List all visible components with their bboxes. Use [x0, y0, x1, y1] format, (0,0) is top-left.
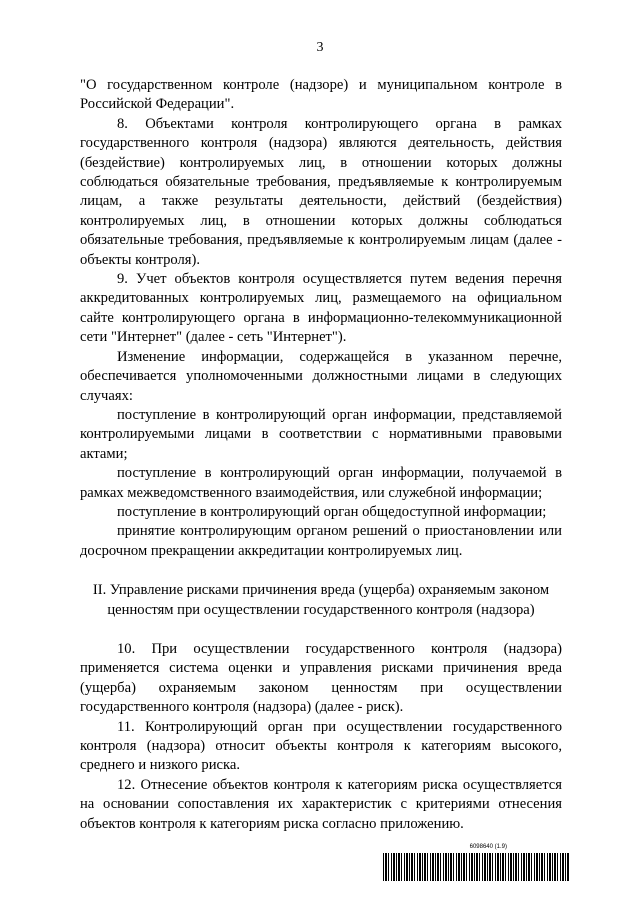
paragraph-10: 10. При осуществлении государственного контроля (надзора) применяется система оценки и управления рисками причинения вреда (ущерба) охраняемым законом ценностям при осуществлении государственного контроля (надзора) (далее - риск).: [80, 640, 562, 716]
page-number: 3: [316, 40, 324, 55]
paragraph-8: 8. Объектами контроля контролирующего органа в рамках государственного контроля (надзора) являются деятельность, действия (бездействие) контролируемых лиц, в отношении которых должны соблюдаться обязательные требования, предъявляемые к контролируемым лицам, а также результаты деятельности, действий (бездействия) контролируемых лиц, в отношении которых должны соблюдаться обязательные требования, предъявляемые к контролируемым лицам (далее - объекты контроля).: [80, 115, 562, 268]
barcode-icon: [383, 853, 569, 881]
paragraph-12: 12. Отнесение объектов контроля к категориям риска осуществляется на основании сопоставления их характеристик с критериями отнесения объектов контроля к категориям риска согласно приложению.: [80, 776, 562, 832]
barcode-number: 6098640 (1.9): [469, 844, 507, 850]
list-item-case-1: поступление в контролирующий орган информации, представляемой контролируемыми лицами в соответствии с нормативными правовыми актами;: [80, 406, 562, 462]
list-item-case-3: поступление в контролирующий орган общедоступной информации;: [117, 503, 547, 520]
section-heading-line-1: II. Управление рисками причинения вреда (ущерба) охраняемым законом: [92, 582, 550, 599]
list-item-case-2: поступление в контролирующий орган информации, получаемой в рамках межведомственного взаимодействия, или служебной информации;: [80, 465, 562, 501]
paragraph-9: 9. Учет объектов контроля осуществляется путем ведения перечня аккредитованных контролируемых лиц, размещаемого на официальном сайте контролирующего органа в информационно-телекоммуникационной сети "Интернет" (далее - сеть "Интернет").: [80, 271, 562, 346]
paragraph-11: 11. Контролирующий орган при осуществлении государственного контроля (надзора) относит объекты контроля к категориям высокого, среднего и низкого риска.: [80, 718, 562, 774]
paragraph-changes: Изменение информации, содержащейся в указанном перечне, обеспечивается уполномоченными должностными лицами в следующих случаях:: [80, 348, 562, 404]
document-body: [80, 76, 562, 834]
barcode-block: [383, 844, 569, 884]
section-heading-line-2: ценностям при осуществлении государственного контроля (надзора): [107, 601, 535, 618]
list-item-case-4: принятие контролирующим органом решений о приостановлении или досрочном прекращении аккредитации контролируемых лиц.: [80, 523, 562, 559]
paragraph-law-title: "О государственном контроле (надзоре) и муниципальном контроле в Российской Федерации".: [80, 77, 562, 113]
section-heading: [80, 581, 562, 620]
